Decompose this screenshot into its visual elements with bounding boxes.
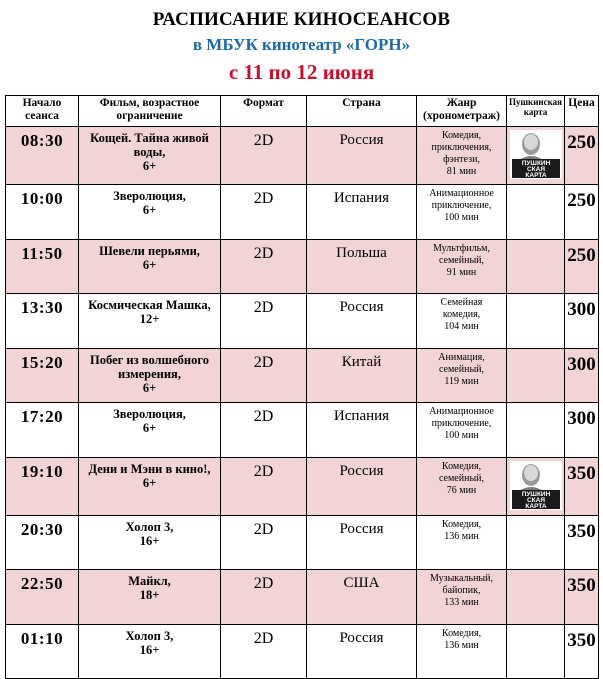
page-title: РАСПИСАНИЕ КИНОСЕАНСОВ <box>152 9 451 30</box>
session-time: 08:30 <box>6 127 79 185</box>
session-time: 19:10 <box>6 457 79 515</box>
genre-line: Комедия, <box>441 518 482 530</box>
ticket-price: 350 <box>565 624 599 679</box>
svg-text:ПУШКИН: ПУШКИН <box>521 160 550 167</box>
genre-line: Мультфильм, <box>433 242 490 254</box>
film-country: Россия <box>307 127 417 185</box>
age-rating: 6+ <box>142 203 157 217</box>
age-rating: 6+ <box>142 421 157 435</box>
film-title <box>79 294 221 349</box>
schedule-rows <box>6 127 599 679</box>
age-rating: 6+ <box>142 475 157 490</box>
ticket-price: 300 <box>565 294 599 349</box>
film-genre <box>417 294 507 349</box>
table-row <box>6 127 599 185</box>
film-genre <box>417 185 507 240</box>
table-row <box>6 515 599 570</box>
film-format: 2D <box>221 348 307 403</box>
genre-line: Комедия, <box>441 460 482 472</box>
pushkin-card-cell <box>507 185 565 240</box>
genre-line: 100 мин <box>444 212 479 223</box>
film-country: Польша <box>307 239 417 294</box>
film-format: 2D <box>221 185 307 240</box>
genre-line: 119 мин <box>444 375 479 387</box>
ticket-price: 250 <box>565 127 599 185</box>
film-country: Россия <box>307 515 417 570</box>
film-title <box>79 185 221 240</box>
genre-line: Анимационное <box>429 406 494 417</box>
column-header-start: Начало сеанса <box>6 96 79 127</box>
age-rating: 6+ <box>142 257 157 272</box>
ticket-price: 300 <box>565 348 599 403</box>
film-country: Россия <box>307 294 417 349</box>
genre-line: Анимационное <box>429 188 494 199</box>
ticket-price: 350 <box>565 515 599 570</box>
film-genre <box>417 515 507 570</box>
film-name: Холоп 3, <box>125 628 174 643</box>
pushkin-card-cell <box>507 403 565 458</box>
age-rating: 6+ <box>142 159 157 173</box>
session-time: 20:30 <box>6 515 79 570</box>
age-rating: 18+ <box>139 588 160 602</box>
film-title <box>79 239 221 294</box>
film-format: 2D <box>221 294 307 349</box>
pushkin-card-cell <box>507 515 565 570</box>
ticket-price: 350 <box>565 570 599 625</box>
film-name: Зверолюция, <box>113 189 186 203</box>
genre-line: Анимация, <box>438 351 485 363</box>
film-name: Космическая Машка, <box>88 298 211 312</box>
film-genre <box>417 127 507 185</box>
film-title <box>79 127 221 185</box>
pushkin-card-cell <box>507 239 565 294</box>
genre-line: Комедия, <box>441 130 482 141</box>
film-country: Испания <box>307 403 417 458</box>
genre-line: 91 мин <box>446 266 477 278</box>
column-header-price: Цена <box>565 96 599 127</box>
session-time: 22:50 <box>6 570 79 625</box>
genre-line: 104 мин <box>444 321 479 332</box>
film-title <box>79 348 221 403</box>
film-country: Испания <box>307 185 417 240</box>
genre-line: 133 мин <box>444 597 479 608</box>
pushkin-card-cell <box>507 348 565 403</box>
pushkin-card-cell <box>507 457 565 515</box>
film-country: Россия <box>307 457 417 515</box>
film-format: 2D <box>221 624 307 679</box>
film-name: Кощей. Тайна живой воды, <box>90 131 209 159</box>
table-row <box>6 294 599 349</box>
film-title <box>79 570 221 625</box>
pushkin-card-cell <box>507 127 565 185</box>
film-country: Россия <box>307 624 417 679</box>
session-time: 11:50 <box>6 239 79 294</box>
session-time: 13:30 <box>6 294 79 349</box>
svg-text:СКАЯ: СКАЯ <box>526 166 545 173</box>
film-title <box>79 624 221 679</box>
age-rating: 16+ <box>139 533 160 548</box>
film-format: 2D <box>221 457 307 515</box>
film-name: Побег из волшебного измерения, <box>90 352 209 381</box>
film-name: Зверолюция, <box>113 407 186 421</box>
film-genre <box>417 239 507 294</box>
genre-line: Комедия, <box>441 627 482 639</box>
film-genre <box>417 457 507 515</box>
table-row <box>6 348 599 403</box>
svg-text:ПУШКИН: ПУШКИН <box>521 490 550 498</box>
table-header-row <box>6 96 599 127</box>
column-header-film: Фильм, возрастное ограничение <box>79 96 221 127</box>
film-format: 2D <box>221 239 307 294</box>
pushkin-card-cell <box>507 294 565 349</box>
session-time: 15:20 <box>6 348 79 403</box>
column-header-country: Страна <box>307 96 417 127</box>
film-format: 2D <box>221 403 307 458</box>
column-header-genre: Жанр (хронометраж) <box>417 96 507 127</box>
pushkin-card-logo-icon <box>510 461 562 510</box>
column-header-pushkin: Пушкинская карта <box>507 96 565 127</box>
genre-line: семейный, <box>438 363 485 375</box>
genre-line: комедия, <box>442 309 481 320</box>
genre-line: приключение, <box>431 418 492 429</box>
film-country: США <box>307 570 417 625</box>
session-time: 01:10 <box>6 624 79 679</box>
cinema-name: в МБУК кинотеатр «ГОРН» <box>192 35 411 54</box>
film-genre <box>417 348 507 403</box>
ticket-price: 250 <box>565 239 599 294</box>
table-row <box>6 624 599 679</box>
session-time: 10:00 <box>6 185 79 240</box>
genre-line: приключения, <box>431 142 492 153</box>
svg-text:КАРТА: КАРТА <box>524 172 547 179</box>
ticket-price: 350 <box>565 457 599 515</box>
genre-line: семейный, <box>438 472 485 484</box>
table-row <box>6 570 599 625</box>
genre-line: фэнтези, <box>443 154 480 165</box>
film-genre <box>417 403 507 458</box>
film-genre <box>417 570 507 625</box>
film-country: Китай <box>307 348 417 403</box>
pushkin-card-logo-icon <box>510 130 562 179</box>
table-row <box>6 239 599 294</box>
genre-line: Музыкальный, <box>429 573 494 584</box>
film-name: Холоп 3, <box>125 519 174 534</box>
genre-line: 136 мин <box>444 639 479 651</box>
ticket-price: 300 <box>565 403 599 458</box>
film-format: 2D <box>221 127 307 185</box>
svg-text:КАРТА: КАРТА <box>524 502 547 510</box>
table-row <box>6 185 599 240</box>
schedule-table <box>5 95 599 679</box>
genre-line: 100 мин <box>444 430 479 441</box>
column-header-format: Формат <box>221 96 307 127</box>
genre-line: 136 мин <box>444 530 479 542</box>
film-name: Дени и Мэни в кино!, <box>88 461 211 476</box>
ticket-price: 250 <box>565 185 599 240</box>
table-row <box>6 457 599 515</box>
film-genre <box>417 624 507 679</box>
film-title <box>79 515 221 570</box>
genre-line: 81 мин <box>446 166 477 177</box>
date-range: с 11 по 12 июня <box>228 60 375 84</box>
genre-line: приключение, <box>431 200 492 211</box>
film-format: 2D <box>221 570 307 625</box>
film-title <box>79 403 221 458</box>
pushkin-card-cell <box>507 570 565 625</box>
table-row <box>6 403 599 458</box>
genre-line: Семейная <box>440 297 483 308</box>
session-time: 17:20 <box>6 403 79 458</box>
age-rating: 16+ <box>139 642 160 657</box>
genre-line: байопик, <box>442 585 481 596</box>
film-name: Шевели перьями, <box>99 243 200 258</box>
genre-line: 76 мин <box>446 484 477 496</box>
film-name: Майкл, <box>128 574 171 588</box>
film-format: 2D <box>221 515 307 570</box>
film-title <box>79 457 221 515</box>
age-rating: 6+ <box>142 380 157 395</box>
age-rating: 12+ <box>139 312 160 326</box>
pushkin-card-cell <box>507 624 565 679</box>
svg-text:СКАЯ: СКАЯ <box>526 496 545 504</box>
genre-line: семейный, <box>438 254 485 266</box>
